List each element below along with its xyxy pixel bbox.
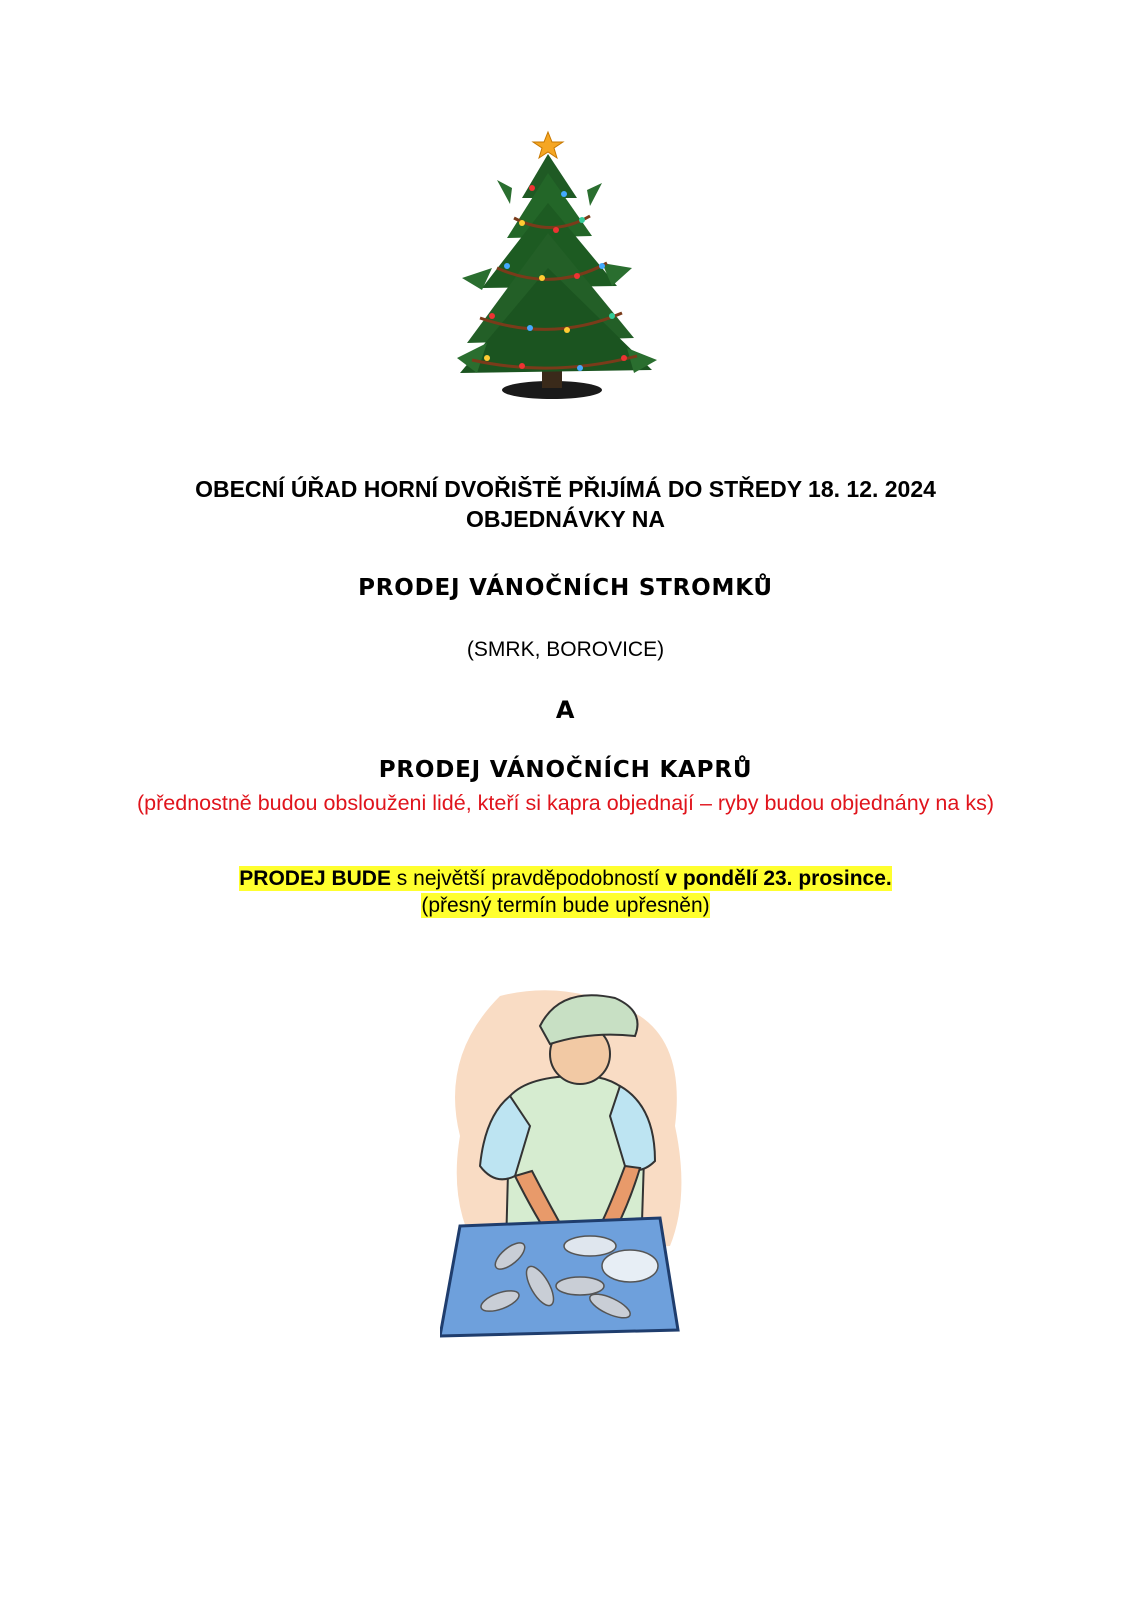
carp-order-note: (přednostně budou obslouženi lidé, kteří si kapra objednají – ryby budou objednány na ks) — [137, 791, 994, 815]
sale-date: v pondělí 23. prosince. — [665, 867, 892, 890]
sale-lead: PRODEJ BUDE — [239, 867, 391, 890]
notice-heading-line-1: OBECNÍ ÚŘAD HORNÍ DVOŘIŠTĚ PŘIJÍMÁ DO STŘEDY 18. 12. 2024 — [195, 476, 936, 502]
notice-heading-line-2: OBJEDNÁVKY NA — [466, 506, 665, 532]
christmas-tree-icon — [452, 128, 662, 412]
sale-date-line — [0, 865, 1131, 892]
sale-note-line — [0, 892, 1131, 919]
sale-middle: s největší pravděpodobností — [390, 867, 666, 890]
connector-a: A — [555, 696, 576, 724]
fishmonger-illustration — [440, 986, 696, 1342]
tree-types: (SMRK, BOROVICE) — [466, 638, 665, 661]
trees-sale-title: PRODEJ VÁNOČNÍCH STROMKŮ — [358, 575, 773, 601]
carp-sale-title: PRODEJ VÁNOČNÍCH KAPRŮ — [378, 757, 753, 783]
sale-note: (přesný termín bude upřesněn) — [421, 894, 710, 917]
